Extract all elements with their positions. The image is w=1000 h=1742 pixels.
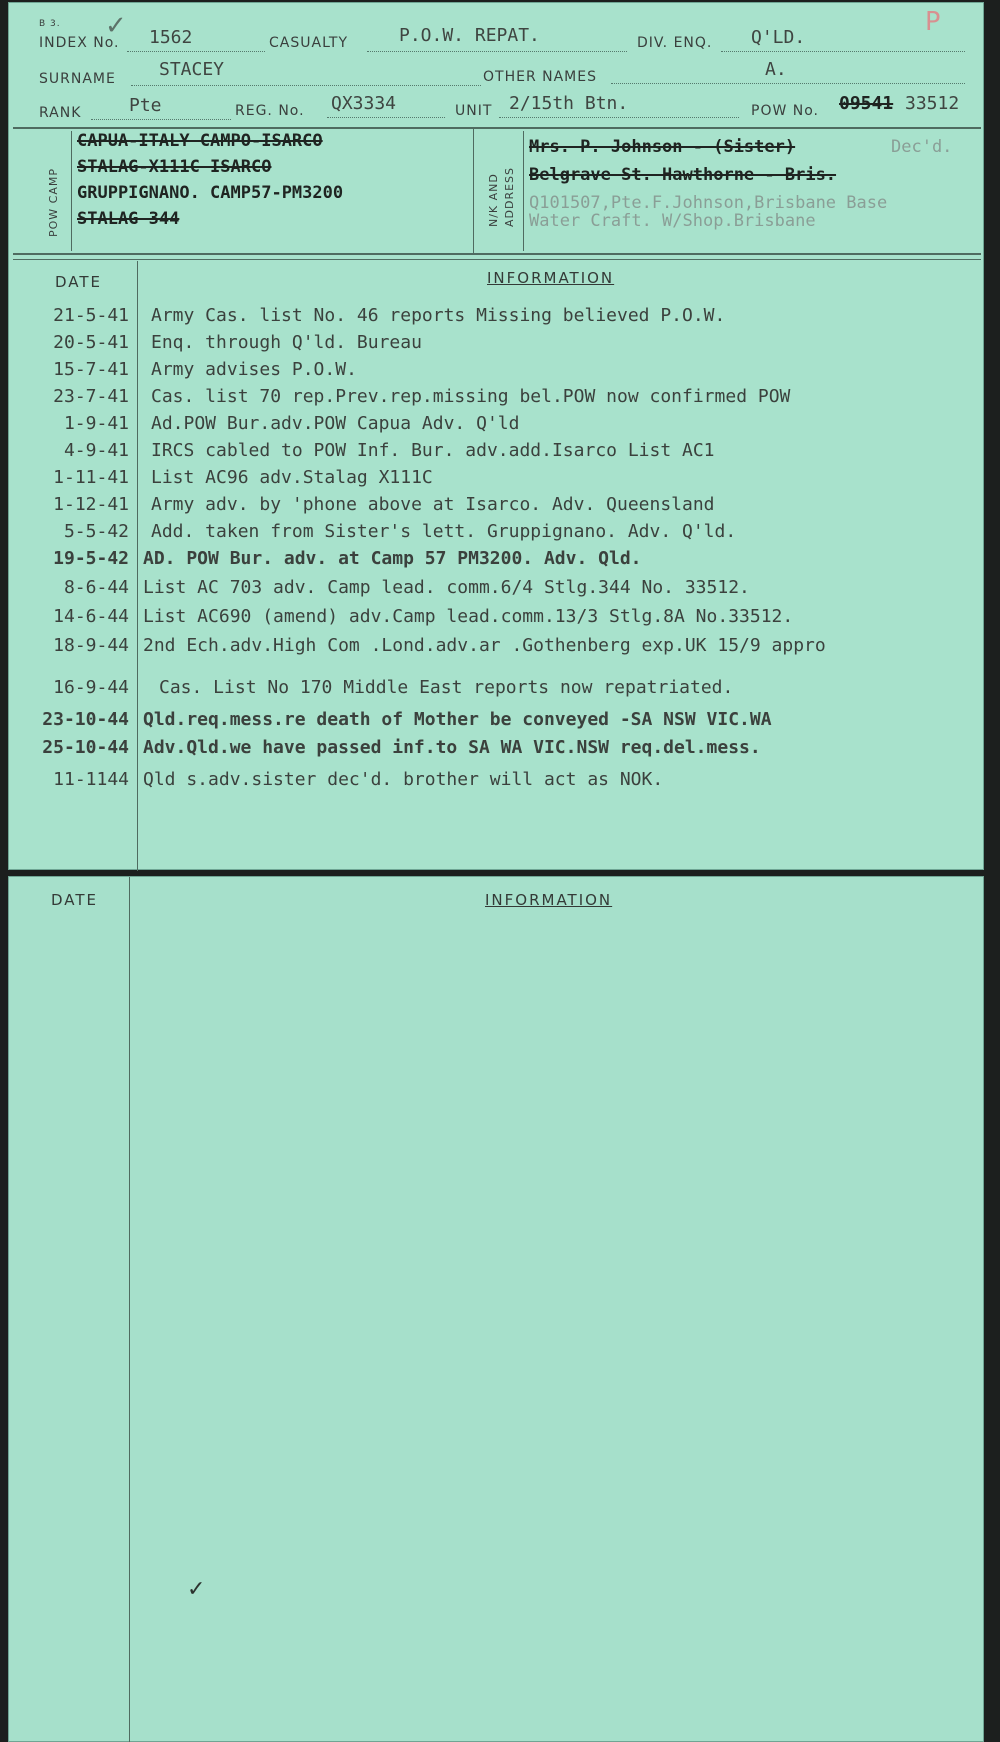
rank-line bbox=[91, 119, 231, 120]
div-enq-label: DIV. ENQ. bbox=[637, 35, 713, 51]
entry-text: Enq. through Q'ld. Bureau bbox=[151, 332, 422, 353]
entry-text: Army adv. by 'phone above at Isarco. Adv. Queensland bbox=[151, 494, 715, 515]
entry-text: List AC96 adv.Stalag X111C bbox=[151, 467, 433, 488]
index-line bbox=[127, 51, 265, 52]
unit-value: 2/15th Btn. bbox=[509, 93, 629, 114]
nok-line-2: Belgrave St. Hawthorne - Bris. bbox=[529, 165, 837, 185]
reg-label: REG. No. bbox=[235, 103, 305, 119]
back-date-column-divider bbox=[129, 877, 130, 1742]
pow-camp-label: POW CAMP bbox=[47, 168, 60, 237]
entry-text: Ad.POW Bur.adv.POW Capua Adv. Q'ld bbox=[151, 413, 520, 434]
entry-date: 16-9-44 bbox=[53, 677, 129, 698]
other-names-line bbox=[611, 83, 965, 84]
nok-line-1: Mrs. P. Johnson - (Sister) bbox=[529, 137, 796, 157]
unit-line bbox=[499, 117, 739, 118]
entry-row bbox=[9, 737, 985, 763]
pow-camp-line-1: CAPUA-ITALY CAMPO-ISARCO bbox=[77, 131, 323, 151]
entry-row bbox=[9, 709, 985, 735]
entry-row bbox=[9, 467, 985, 493]
entry-row bbox=[9, 413, 985, 439]
record-card-back bbox=[8, 876, 984, 1742]
entry-text: Qld s.adv.sister dec'd. brother will act as NOK. bbox=[143, 769, 664, 790]
entry-row bbox=[9, 440, 985, 466]
casualty-value: P.O.W. REPAT. bbox=[399, 25, 540, 46]
entry-text: Cas. List No 170 Middle East reports now repatriated. bbox=[159, 677, 734, 698]
reg-value: QX3334 bbox=[331, 93, 397, 114]
unit-label: UNIT bbox=[455, 103, 493, 119]
back-date-column-header: DATE bbox=[51, 891, 99, 909]
rank-value: Pte bbox=[129, 95, 162, 116]
div-enq-value: Q'LD. bbox=[751, 27, 806, 48]
entry-date: 11-1144 bbox=[53, 769, 129, 790]
entry-date: 23-7-41 bbox=[53, 386, 129, 407]
entry-text: Army advises P.O.W. bbox=[151, 359, 357, 380]
nok-line-3: Q101507,Pte.F.Johnson,Brisbane Base bbox=[529, 193, 888, 213]
index-value: 1562 bbox=[149, 27, 193, 48]
casualty-line bbox=[367, 51, 627, 52]
nok-line-1-note: Dec'd. bbox=[891, 137, 953, 157]
pow-no-label: POW No. bbox=[751, 103, 819, 119]
other-names-label: OTHER NAMES bbox=[483, 69, 597, 85]
nok-box-divider bbox=[473, 129, 474, 253]
entry-row bbox=[9, 521, 985, 547]
entry-date: 5-5-42 bbox=[63, 521, 129, 542]
header-box-double-rule bbox=[13, 259, 981, 260]
surname-line bbox=[131, 85, 481, 86]
entry-date: 1-12-41 bbox=[53, 494, 129, 515]
entry-date: 4-9-41 bbox=[63, 440, 129, 461]
pow-camp-divider bbox=[71, 131, 72, 251]
entry-date: 15-7-41 bbox=[53, 359, 129, 380]
back-tick-mark: ✓ bbox=[187, 1577, 206, 1602]
pow-no-value: 33512 bbox=[905, 93, 960, 114]
entry-text: List AC 703 adv. Camp lead. comm.6/4 Stlg.344 No. 33512. bbox=[143, 577, 750, 598]
surname-value: STACEY bbox=[159, 59, 225, 80]
casualty-label: CASUALTY bbox=[269, 35, 349, 51]
entry-text: IRCS cabled to POW Inf. Bur. adv.add.Isarco List AC1 bbox=[151, 440, 715, 461]
record-card-front bbox=[8, 2, 984, 870]
date-column-header: DATE bbox=[55, 273, 103, 291]
entry-text: Adv.Qld.we have passed inf.to SA WA VIC.NSW req.del.mess. bbox=[143, 737, 761, 758]
entry-row bbox=[9, 548, 985, 574]
entry-row bbox=[9, 635, 985, 661]
back-information-column-header: INFORMATION bbox=[485, 891, 613, 909]
pow-no-old: 09541 bbox=[839, 93, 894, 114]
entry-date: 14-6-44 bbox=[53, 606, 129, 627]
entry-text: 2nd Ech.adv.High Com .Lond.adv.ar .Gothenberg exp.UK 15/9 appro bbox=[143, 635, 826, 656]
nok-label-2: ADDRESS bbox=[503, 166, 516, 227]
corner-mark: P bbox=[925, 7, 941, 37]
surname-label: SURNAME bbox=[39, 71, 116, 87]
entry-date: 19-5-42 bbox=[53, 548, 129, 569]
entry-text: Cas. list 70 rep.Prev.rep.missing bel.POW now confirmed POW bbox=[151, 386, 791, 407]
other-names-value: A. bbox=[765, 59, 787, 80]
entry-date: 20-5-41 bbox=[53, 332, 129, 353]
index-label: INDEX No. bbox=[39, 35, 120, 51]
form-code: B 3. bbox=[39, 19, 61, 29]
entry-date: 1-11-41 bbox=[53, 467, 129, 488]
entry-row bbox=[9, 606, 985, 632]
entry-row bbox=[9, 769, 985, 795]
rank-label: RANK bbox=[39, 105, 82, 121]
reg-line bbox=[327, 117, 445, 118]
header-box-top-rule bbox=[13, 127, 981, 129]
entry-row bbox=[9, 359, 985, 385]
pow-camp-line-3: GRUPPIGNANO. CAMP57-PM3200 bbox=[77, 183, 344, 203]
tick-mark: ✓ bbox=[105, 11, 127, 41]
div-enq-line bbox=[721, 51, 965, 52]
entry-date: 21-5-41 bbox=[53, 305, 129, 326]
entry-row bbox=[9, 332, 985, 358]
entry-date: 1-9-41 bbox=[63, 413, 129, 434]
entry-row bbox=[9, 577, 985, 603]
entry-text: Qld.req.mess.re death of Mother be conveyed -SA NSW VIC.WA bbox=[143, 709, 772, 730]
entry-row bbox=[9, 386, 985, 412]
pow-camp-line-2: STALAG-X111C ISARCO bbox=[77, 157, 272, 177]
nok-inner-divider bbox=[523, 131, 524, 251]
nok-label-1: N/K AND bbox=[487, 173, 500, 227]
entry-date: 18-9-44 bbox=[53, 635, 129, 656]
header-box-bottom-rule bbox=[13, 253, 981, 255]
entry-row bbox=[9, 305, 985, 331]
pow-camp-line-4: STALAG 344 bbox=[77, 209, 180, 229]
entry-text: Add. taken from Sister's lett. Gruppignano. Adv. Q'ld. bbox=[151, 521, 737, 542]
entry-date: 25-10-44 bbox=[42, 737, 129, 758]
entry-date: 23-10-44 bbox=[42, 709, 129, 730]
information-column-header: INFORMATION bbox=[487, 269, 615, 287]
entry-text: AD. POW Bur. adv. at Camp 57 PM3200. Adv. Qld. bbox=[143, 548, 642, 569]
entry-row bbox=[9, 494, 985, 520]
entry-row bbox=[9, 677, 985, 703]
entry-date: 8-6-44 bbox=[63, 577, 129, 598]
entry-text: List AC690 (amend) adv.Camp lead.comm.13/3 Stlg.8A No.33512. bbox=[143, 606, 794, 627]
nok-line-4: Water Craft. W/Shop.Brisbane bbox=[529, 211, 816, 231]
entry-text: Army Cas. list No. 46 reports Missing believed P.O.W. bbox=[151, 305, 726, 326]
